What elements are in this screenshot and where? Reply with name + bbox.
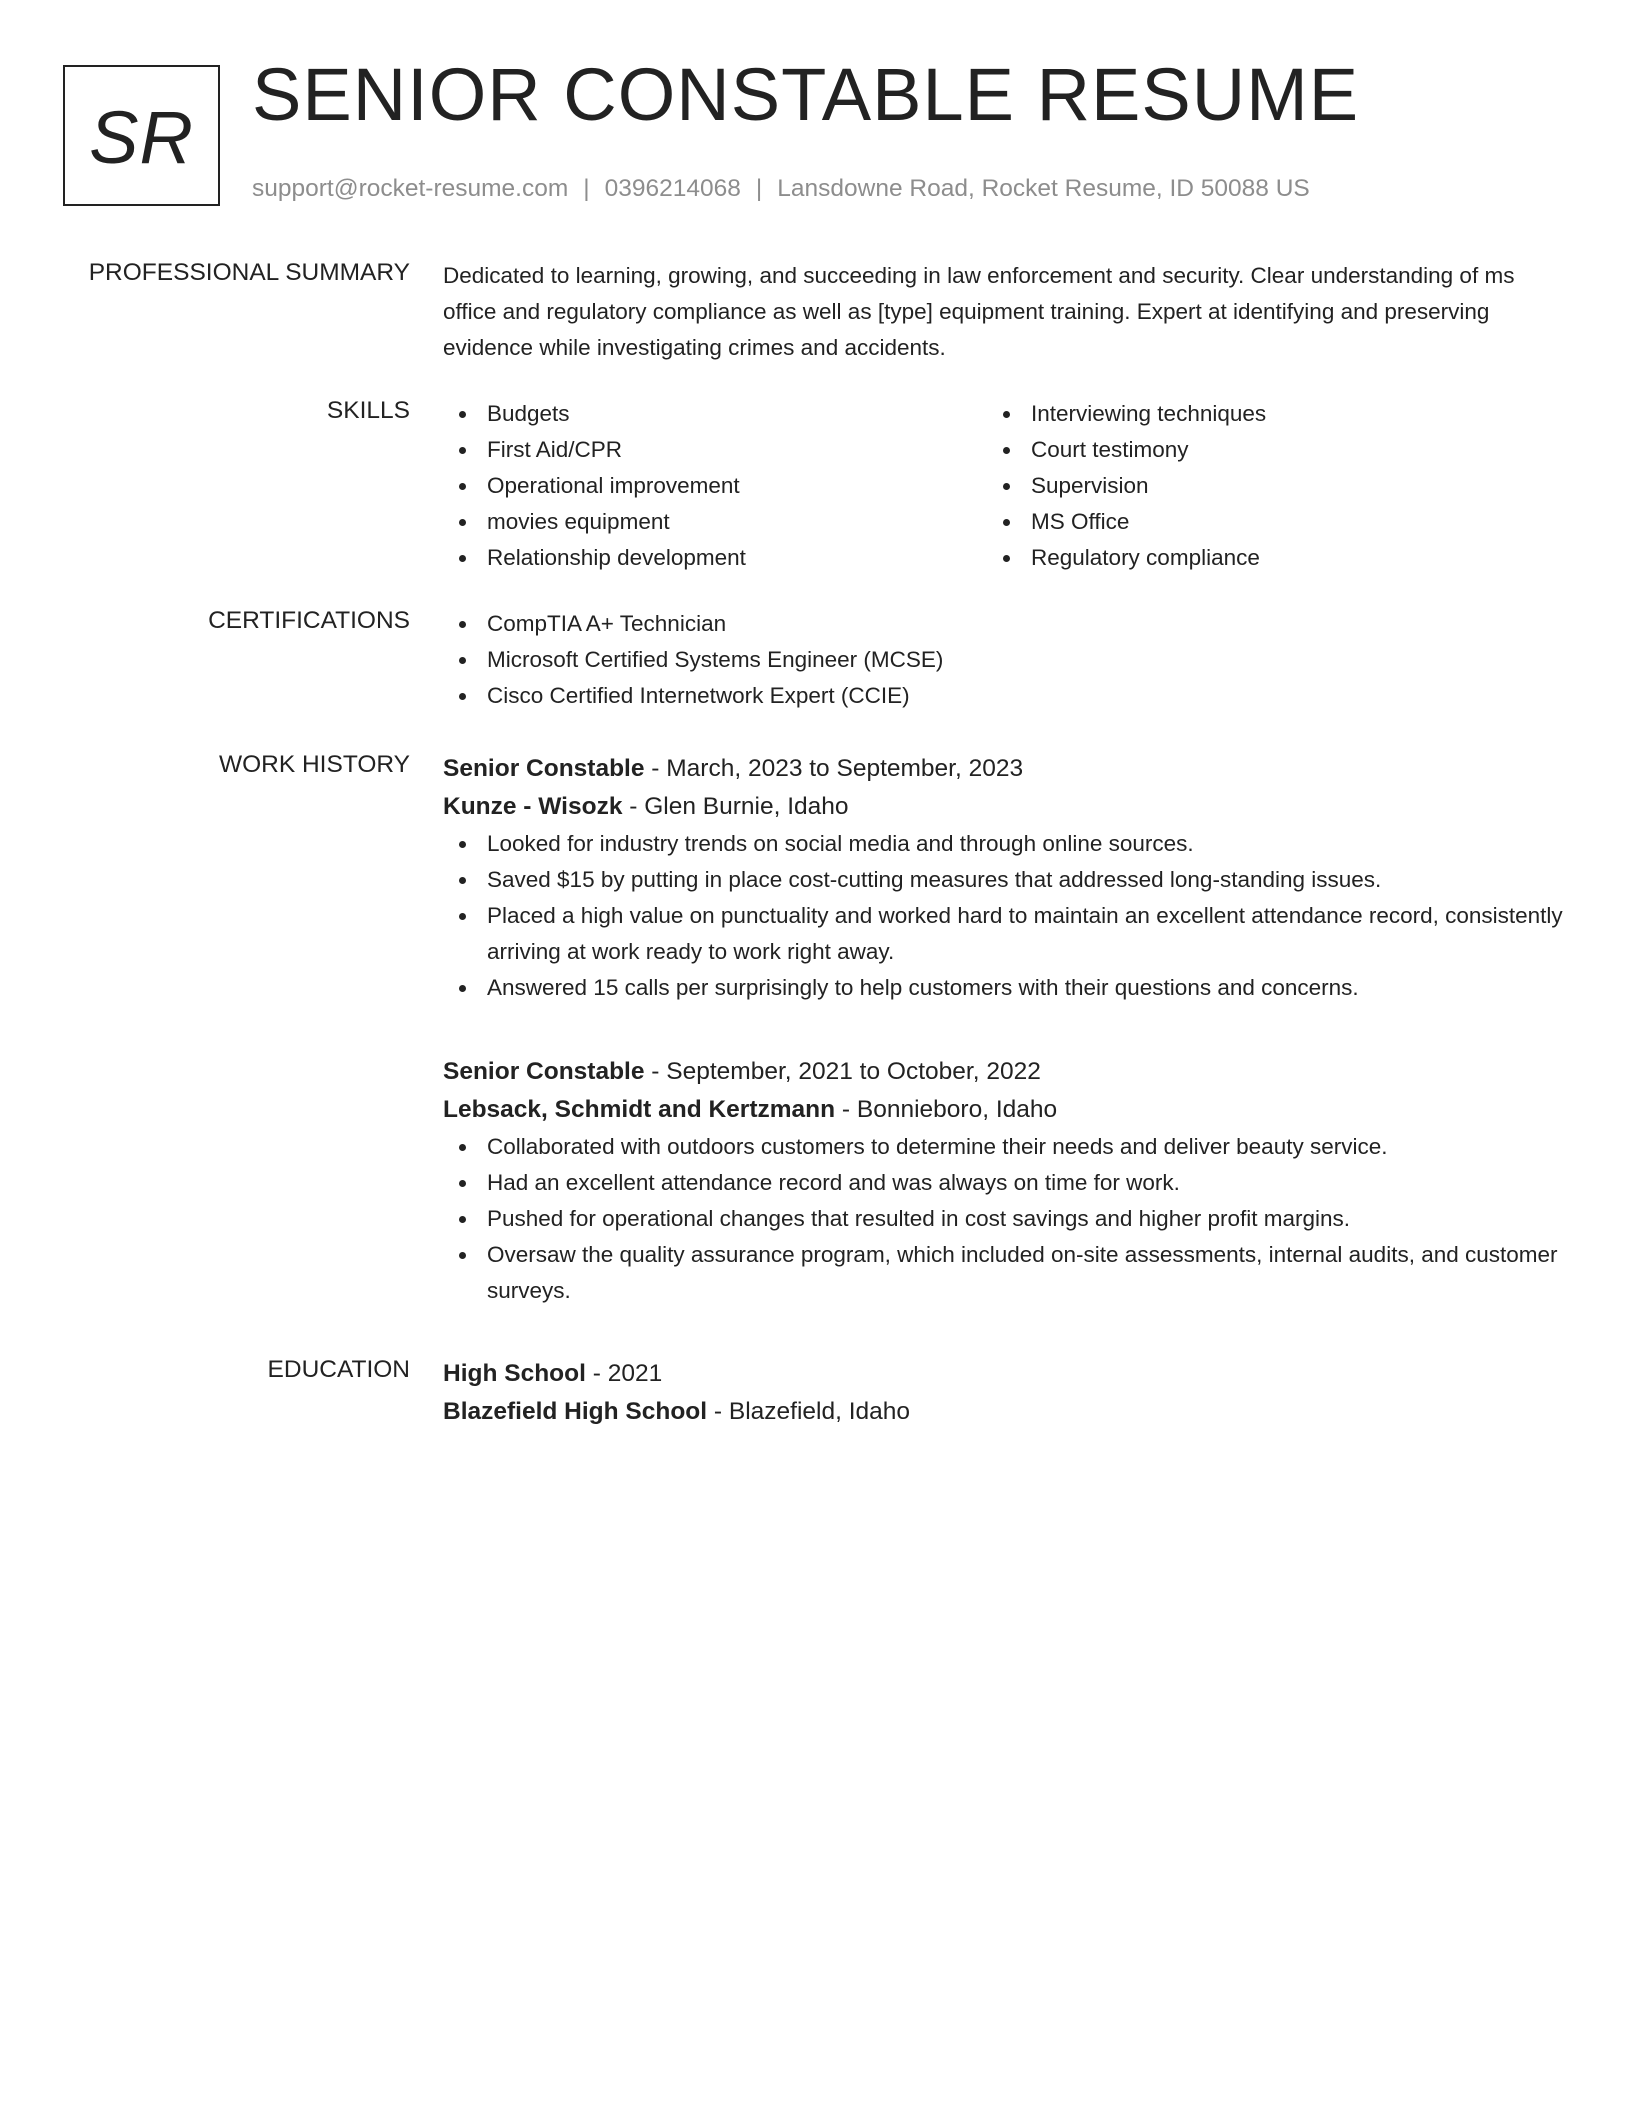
job-company: Lebsack, Schmidt and Kertzmann (443, 1096, 836, 1123)
certifications-list (443, 606, 1563, 714)
education-degree: High School (443, 1360, 586, 1387)
list-item: Had an excellent attendance record and was always on time for work. (443, 1165, 1563, 1201)
list-item: Interviewing techniques (987, 396, 1531, 432)
education-school: Blazefield High School (443, 1398, 708, 1425)
list-item: Operational improvement (443, 468, 987, 504)
skills-heading: SKILLS (326, 397, 410, 424)
job-duties-list (443, 826, 1563, 1006)
list-item: Budgets (443, 396, 987, 432)
job-title: Senior Constable (443, 755, 645, 782)
list-item: Supervision (987, 468, 1531, 504)
list-item: Looked for industry trends on social media and through online sources. (443, 826, 1563, 862)
initials-monogram (63, 65, 220, 206)
education-school-line (443, 1393, 1563, 1431)
list-item: movies equipment (443, 504, 987, 540)
list-item: Court testimony (987, 432, 1531, 468)
skills-list-left (443, 396, 987, 576)
job-company: Kunze - Wisozk (443, 793, 623, 820)
list-item: First Aid/CPR (443, 432, 987, 468)
list-item: CompTIA A+ Technician (443, 606, 1563, 642)
job-location: - Bonnieboro, Idaho (835, 1096, 1058, 1123)
summary-text: Dedicated to learning, growing, and succeeding in law enforcement and security. Clear understanding of ms office and regulatory compliance as well as [type] equipment training. Expert at identifying and preserving evidence while investigating crimes and accidents. (443, 263, 1515, 360)
education-heading: EDUCATION (267, 1356, 410, 1383)
list-item: Saved $15 by putting in place cost-cutting measures that addressed long-standing issues. (443, 862, 1563, 898)
list-item: Cisco Certified Internetwork Expert (CCIE) (443, 678, 1563, 714)
work-history-heading: WORK HISTORY (218, 751, 410, 778)
skills-list-right (987, 396, 1531, 576)
job-dates: - September, 2021 to October, 2022 (644, 1058, 1041, 1085)
job-dates: - March, 2023 to September, 2023 (644, 755, 1024, 782)
job-title-line (443, 750, 1563, 788)
contact-phone[interactable]: 0396214068 (604, 175, 741, 202)
initials-text: SR (89, 95, 194, 179)
contact-address: Lansdowne Road, Rocket Resume, ID 50088 US (777, 175, 1310, 202)
job-entry (443, 750, 1563, 1006)
list-item: Pushed for operational changes that resulted in cost savings and higher profit margins. (443, 1201, 1563, 1237)
job-title-line (443, 1053, 1563, 1091)
contact-separator: | (755, 175, 763, 202)
resume-title: SENIOR CONSTABLE RESUME (252, 53, 1360, 136)
list-item: Regulatory compliance (987, 540, 1531, 576)
summary-heading: PROFESSIONAL SUMMARY (88, 259, 410, 286)
list-item: Relationship development (443, 540, 987, 576)
list-item: Microsoft Certified Systems Engineer (MCSE) (443, 642, 1563, 678)
list-item: Oversaw the quality assurance program, which included on-site assessments, internal audits, and customer surveys. (443, 1237, 1563, 1309)
job-entry (443, 1053, 1563, 1309)
certifications-heading: CERTIFICATIONS (208, 607, 410, 634)
list-item: Placed a high value on punctuality and worked hard to maintain an excellent attendance record, consistently arriving at work ready to work right away. (443, 898, 1563, 970)
list-item: Collaborated with outdoors customers to determine their needs and deliver beauty service. (443, 1129, 1563, 1165)
education-degree-line (443, 1355, 1563, 1393)
list-item: MS Office (987, 504, 1531, 540)
contact-separator: | (583, 175, 590, 202)
job-location: - Glen Burnie, Idaho (622, 793, 849, 820)
job-duties-list (443, 1129, 1563, 1309)
education-year: - 2021 (585, 1360, 663, 1387)
list-item: Answered 15 calls per surprisingly to help customers with their questions and concerns. (443, 970, 1563, 1006)
contact-email[interactable]: support@rocket-resume.com (252, 175, 569, 202)
job-company-line (443, 788, 1563, 826)
job-company-line (443, 1091, 1563, 1129)
education-location: - Blazefield, Idaho (707, 1398, 911, 1425)
job-title: Senior Constable (443, 1058, 645, 1085)
contact-line (252, 174, 1310, 204)
